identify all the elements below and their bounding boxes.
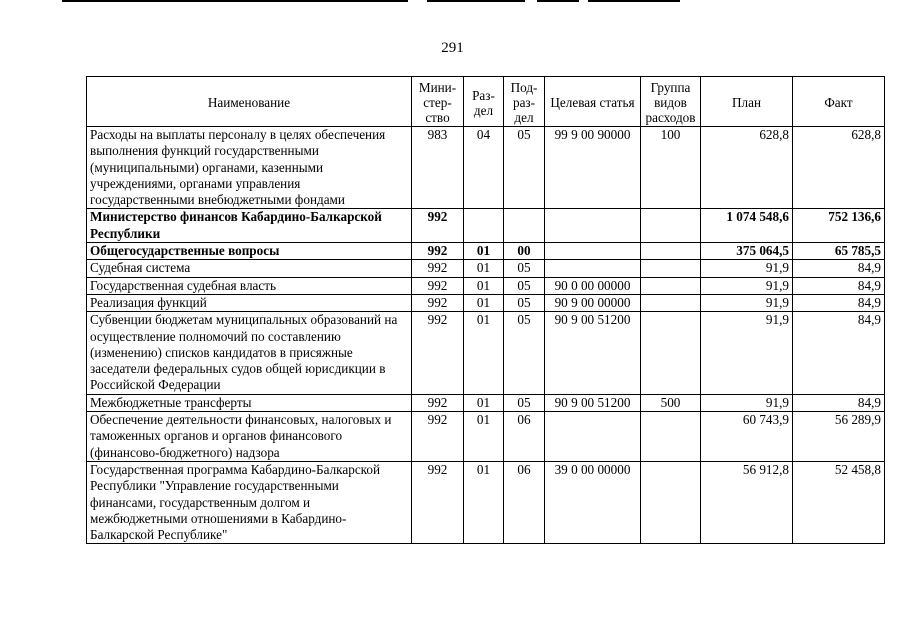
table-row xyxy=(87,277,885,294)
cell-name: Министерство финансов Кабардино-Балкарской Республики xyxy=(87,209,412,243)
cell-fact: 84,9 xyxy=(793,394,885,411)
cell-subsection xyxy=(504,209,545,243)
cell-name: Субвенции бюджетам муниципальных образований на осуществление полномочий по составлению (изменению) списков кандидатов в присяжные заседатели федеральных судов общей юрисдикции в Российской Федерации xyxy=(87,312,412,394)
cell-expense-group xyxy=(641,277,701,294)
cell-target-item: 90 9 00 00000 xyxy=(545,294,641,311)
cell-subsection: 05 xyxy=(504,312,545,394)
cell-plan: 1 074 548,6 xyxy=(701,209,793,243)
cell-name: Судебная система xyxy=(87,260,412,277)
top-rule-3 xyxy=(537,0,579,2)
budget-table xyxy=(86,76,885,544)
cell-target-item xyxy=(545,209,641,243)
cell-ministry: 992 xyxy=(412,209,464,243)
cell-target-item xyxy=(545,243,641,260)
cell-fact: 628,8 xyxy=(793,127,885,209)
cell-plan: 628,8 xyxy=(701,127,793,209)
header-target-item: Целевая статья xyxy=(545,77,641,127)
page-number: 291 xyxy=(441,40,464,56)
cell-subsection: 05 xyxy=(504,277,545,294)
header-row xyxy=(87,77,885,127)
cell-target-item: 90 9 00 51200 xyxy=(545,394,641,411)
cell-section: 01 xyxy=(464,260,504,277)
cell-plan: 91,9 xyxy=(701,260,793,277)
top-rule-2 xyxy=(427,0,525,2)
cell-ministry: 992 xyxy=(412,260,464,277)
cell-section: 04 xyxy=(464,127,504,209)
top-rule-4 xyxy=(588,0,680,2)
cell-fact: 84,9 xyxy=(793,277,885,294)
cell-expense-group xyxy=(641,412,701,462)
cell-section: 01 xyxy=(464,277,504,294)
cell-plan: 60 743,9 xyxy=(701,412,793,462)
header-fact: Факт xyxy=(793,77,885,127)
cell-section: 01 xyxy=(464,394,504,411)
cell-subsection: 05 xyxy=(504,394,545,411)
header-ministry: Мини-стер-ство xyxy=(412,77,464,127)
table-row xyxy=(87,312,885,394)
cell-fact: 84,9 xyxy=(793,312,885,394)
cell-expense-group xyxy=(641,294,701,311)
cell-plan: 91,9 xyxy=(701,312,793,394)
cell-name: Реализация функций xyxy=(87,294,412,311)
cell-expense-group: 100 xyxy=(641,127,701,209)
cell-plan: 91,9 xyxy=(701,394,793,411)
cell-fact: 84,9 xyxy=(793,294,885,311)
cell-section: 01 xyxy=(464,294,504,311)
cell-name: Расходы на выплаты персоналу в целях обеспечения выполнения функций государственными (муниципальными) органами, казенными учреждениями, органами управления государственными внебюджетными фондами xyxy=(87,127,412,209)
cell-fact: 65 785,5 xyxy=(793,243,885,260)
cell-ministry: 992 xyxy=(412,461,464,543)
header-plan: План xyxy=(701,77,793,127)
cell-expense-group xyxy=(641,243,701,260)
cell-name: Межбюджетные трансферты xyxy=(87,394,412,411)
cell-ministry: 992 xyxy=(412,412,464,462)
cell-target-item xyxy=(545,260,641,277)
cell-fact: 752 136,6 xyxy=(793,209,885,243)
top-rule-1 xyxy=(62,0,408,2)
cell-ministry: 992 xyxy=(412,243,464,260)
cell-fact: 84,9 xyxy=(793,260,885,277)
cell-target-item xyxy=(545,412,641,462)
cell-section: 01 xyxy=(464,312,504,394)
header-name: Наименование xyxy=(87,77,412,127)
cell-target-item: 90 9 00 51200 xyxy=(545,312,641,394)
cell-subsection: 05 xyxy=(504,260,545,277)
cell-subsection: 05 xyxy=(504,127,545,209)
table-row xyxy=(87,294,885,311)
cell-name: Государственная судебная власть xyxy=(87,277,412,294)
cell-name: Обеспечение деятельности финансовых, налоговых и таможенных органов и органов финансового (финансово-бюджетного) надзора xyxy=(87,412,412,462)
table-row xyxy=(87,412,885,462)
cell-ministry: 983 xyxy=(412,127,464,209)
table-row xyxy=(87,394,885,411)
cell-subsection: 06 xyxy=(504,412,545,462)
cell-name: Государственная программа Кабардино-Балкарской Республики "Управление государственными финансами, государственным долгом и межбюджетными отношениями в Кабардино-Балкарской Республике" xyxy=(87,461,412,543)
cell-target-item: 99 9 00 90000 xyxy=(545,127,641,209)
cell-subsection: 00 xyxy=(504,243,545,260)
header-expense-group: Группа видов расходов xyxy=(641,77,701,127)
cell-plan: 91,9 xyxy=(701,294,793,311)
table-row xyxy=(87,260,885,277)
cell-subsection: 05 xyxy=(504,294,545,311)
cell-plan: 375 064,5 xyxy=(701,243,793,260)
cell-target-item: 39 0 00 00000 xyxy=(545,461,641,543)
cell-section: 01 xyxy=(464,243,504,260)
cell-subsection: 06 xyxy=(504,461,545,543)
cell-plan: 91,9 xyxy=(701,277,793,294)
cell-section xyxy=(464,209,504,243)
cell-target-item: 90 0 00 00000 xyxy=(545,277,641,294)
cell-section: 01 xyxy=(464,412,504,462)
table-row xyxy=(87,461,885,543)
table-row xyxy=(87,243,885,260)
table-row xyxy=(87,127,885,209)
table-row xyxy=(87,209,885,243)
cell-fact: 56 289,9 xyxy=(793,412,885,462)
cell-ministry: 992 xyxy=(412,394,464,411)
cell-ministry: 992 xyxy=(412,312,464,394)
cell-ministry: 992 xyxy=(412,277,464,294)
cell-expense-group xyxy=(641,312,701,394)
cell-ministry: 992 xyxy=(412,294,464,311)
cell-section: 01 xyxy=(464,461,504,543)
header-section: Раз-дел xyxy=(464,77,504,127)
cell-name: Общегосударственные вопросы xyxy=(87,243,412,260)
cell-expense-group xyxy=(641,260,701,277)
cell-expense-group: 500 xyxy=(641,394,701,411)
cell-expense-group xyxy=(641,461,701,543)
header-subsection: Под-раз-дел xyxy=(504,77,545,127)
cell-expense-group xyxy=(641,209,701,243)
cell-plan: 56 912,8 xyxy=(701,461,793,543)
cell-fact: 52 458,8 xyxy=(793,461,885,543)
